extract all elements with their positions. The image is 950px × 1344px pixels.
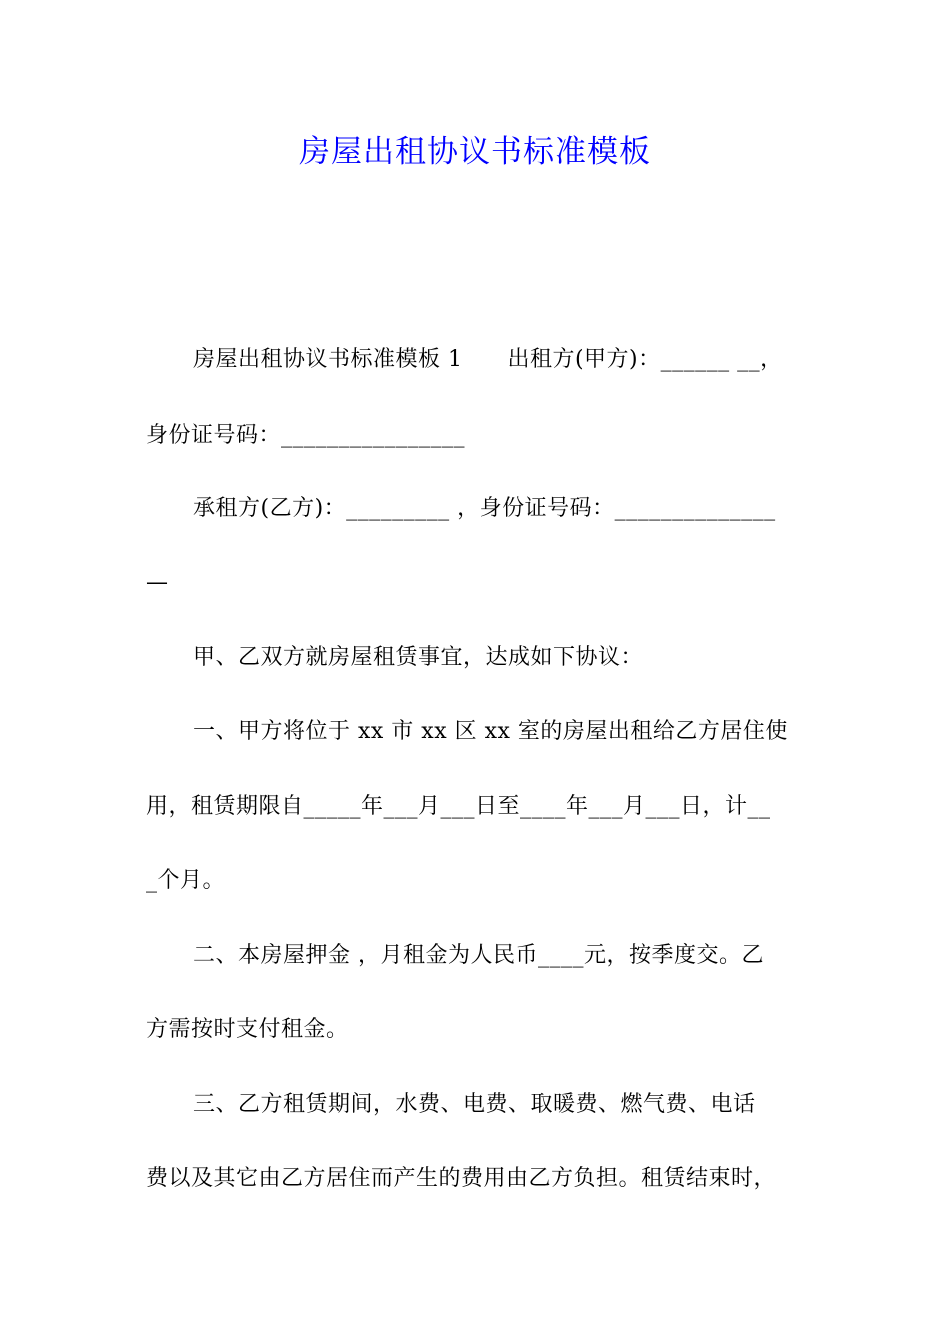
paragraph-line-clause-3b: 费以及其它由乙方居住而产生的费用由乙方负担。租赁结束时， (146, 1166, 777, 1191)
paragraph-line-lessee: 承租方(乙方)：_________ ，身份证号码：______________ (193, 496, 776, 521)
paragraph-line-clause-2a: 二、本房屋押金 ，月租金为人民币____元，按季度交。乙 (193, 943, 764, 968)
paragraph-line-parties: 房屋出租协议书标准模板 1 出租方(甲方)：______ __， (193, 347, 783, 372)
paragraph-line-clause-3a: 三、乙方租赁期间，水费、电费、取暖费、燃气费、电话 (193, 1092, 756, 1117)
paragraph-line-id-lessor: 身份证号码：________________ (146, 423, 466, 448)
paragraph-line-clause-1c: _个月。 (146, 868, 226, 893)
paragraph-line-clause-1a: 一、甲方将位于 xx 市 xx 区 xx 室的房屋出租给乙方居住使 (193, 719, 788, 744)
document-title: 房屋出租协议书标准模板 (299, 134, 651, 170)
paragraph-line-agreement-intro: 甲、乙双方就房屋租赁事宜，达成如下协议： (193, 645, 644, 670)
paragraph-line-clause-1b: 用，租赁期限自_____年___月___日至____年___月___日，计__ (146, 794, 771, 819)
paragraph-line-clause-2b: 方需按时支付租金。 (146, 1017, 349, 1042)
paragraph-line-dash: — (146, 570, 169, 595)
